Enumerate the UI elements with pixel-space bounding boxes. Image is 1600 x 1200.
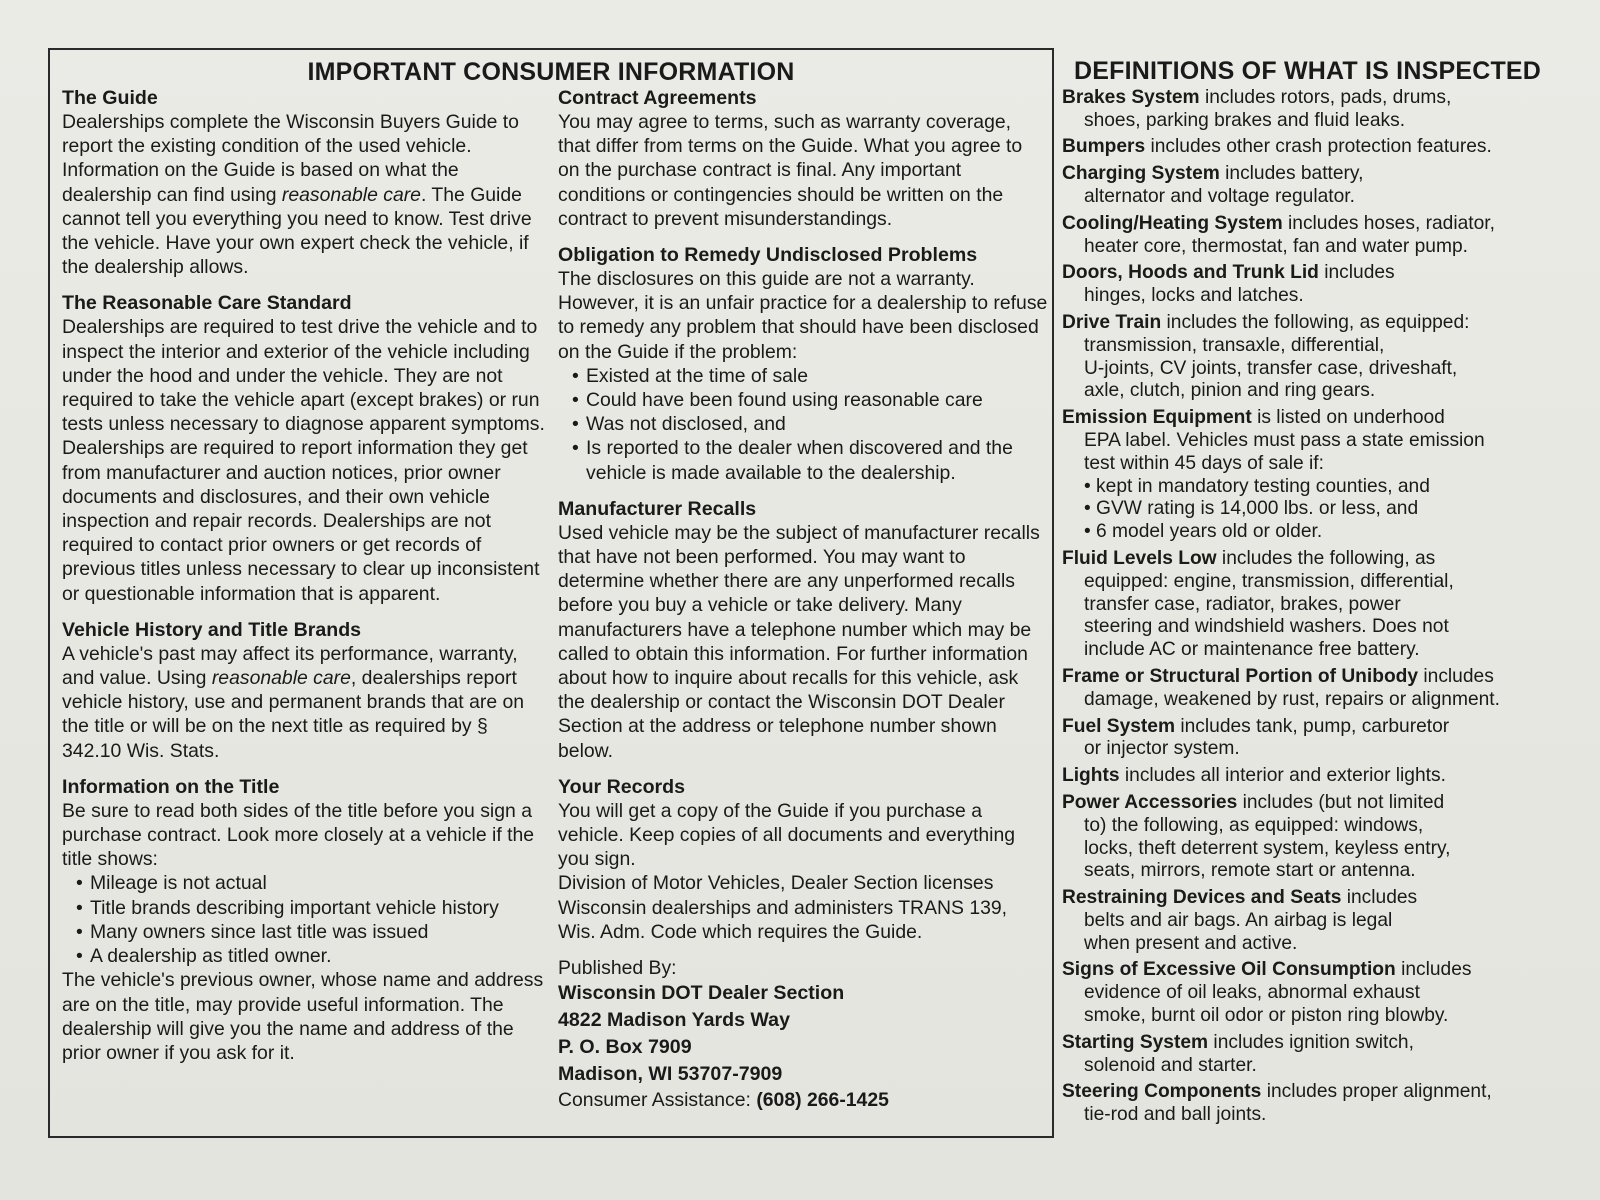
definition-term: Steering Components [1062,1081,1262,1103]
definition-item [1062,407,1582,544]
definition-continuation: solenoid and starter. [1084,1054,1257,1076]
definition-continuation: or injector system. [1084,738,1240,760]
list-item: • A dealership as titled owner. [76,944,552,968]
title-bullet-list [62,871,552,968]
definition-first-line [1062,716,1582,739]
definition-item [1062,262,1582,308]
section-reasonable-care [62,291,552,605]
definition-text: includes hoses, radiator, [1282,212,1495,234]
definition-term: Signs of Excessive Oil Consumption [1062,959,1396,981]
definition-item [1062,312,1582,403]
section-text: Dealerships are required to test drive the vehicle and to inspect the interior and exterior of the vehicle including under the hood and under the vehicle. They are not required to take the vehicle apart (except brakes) or run tests unless necessary to diagnose apparent symptoms. [62,316,545,436]
definition-first-line [1062,666,1582,689]
definition-continuation: smoke, burnt oil odor or piston ring blowby. [1084,1005,1449,1027]
definition-text: includes ignition switch, [1208,1031,1414,1053]
definition-text: includes [1341,887,1418,909]
definition-text: is listed on underhood [1251,407,1445,429]
section-heading: The Guide [62,87,158,109]
definition-text: includes [1418,665,1494,687]
definition-text: includes (but not limited [1237,791,1445,813]
section-manufacturer-recalls [558,497,1048,763]
definition-continuation: U-joints, CV joints, transfer case, driveshaft, [1084,357,1458,379]
definition-text: includes the following, as equipped: [1161,311,1470,333]
definition-first-line [1062,548,1582,571]
section-text: You will get a copy of the Guide if you purchase a vehicle. Keep copies of all documents and everything you sign. [558,799,1016,871]
definition-first-line [1062,887,1582,910]
section-contract-agreements [558,86,1048,231]
section-vehicle-history [62,618,552,763]
definition-item [1062,959,1582,1027]
section-your-records [558,775,1048,944]
consumer-information-box [48,48,1054,1138]
definition-item [1062,163,1582,209]
definition-first-line [1062,1081,1582,1104]
definition-text: includes proper alignment, [1261,1081,1492,1103]
definition-item [1062,1032,1582,1078]
section-heading: Contract Agreements [558,87,757,109]
definition-continuation: • GVW rating is 14,000 lbs. or less, and [1084,498,1419,520]
section-heading: Vehicle History and Title Brands [62,618,362,641]
definition-continuation: • kept in mandatory testing counties, and [1084,475,1430,497]
definition-item [1062,213,1582,259]
text-run: A vehicle's past may affect its performance, warranty, and value. Using [62,642,518,690]
definition-term: Bumpers [1062,136,1146,158]
published-by-block [558,956,1048,1112]
definitions-list [1062,87,1582,1127]
definition-first-line [1062,312,1582,335]
definition-item [1062,136,1582,159]
definition-term: Fuel System [1062,715,1176,737]
definition-text: includes other crash protection features. [1145,136,1492,158]
section-text: The disclosures on this guide are not a warranty. However, it is an unfair practice for a dealership to refuse to remedy any problem that should have been disclosed on the Guide if the problem: [558,268,1048,363]
list-item: • Could have been found using reasonable care [572,388,1048,412]
definition-term: Lights [1062,765,1120,787]
assistance-phone: (608) 266-1425 [756,1089,889,1112]
definition-text: includes [1318,262,1395,284]
section-obligation-remedy [558,243,1048,485]
section-heading: Information on the Title [62,775,280,798]
definition-item [1062,1081,1582,1127]
section-heading: The Reasonable Care Standard [62,292,352,315]
section-heading: Manufacturer Recalls [558,497,757,520]
list-item: • Existed at the time of sale [572,364,1048,388]
definition-continuation: seats, mirrors, remote start or antenna. [1084,860,1416,882]
section-heading: Your Records [558,775,686,798]
published-by-label: Published By: [558,957,677,980]
list-item: • Is reported to the dealer when discovered and the vehicle is made available to the dealership. [572,436,1048,484]
definition-continuation: equipped: engine, transmission, differential, [1084,570,1454,592]
definition-term: Brakes System [1062,86,1200,108]
definition-term: Drive Train [1062,311,1162,333]
definition-continuation: EPA label. Vehicles must pass a state emission [1084,429,1485,451]
definition-continuation: belts and air bags. An airbag is legal [1084,909,1393,931]
definition-first-line [1062,959,1582,982]
left-column [62,86,552,1077]
definition-continuation: test within 45 days of sale if: [1084,452,1324,474]
definition-item [1062,666,1582,712]
consumer-assistance [558,1088,1048,1112]
definition-continuation: locks, theft deterrent system, keyless entry, [1084,837,1451,859]
definition-text: includes all interior and exterior lights. [1119,765,1446,787]
publisher-city: Madison, WI 53707-7909 [558,1063,783,1086]
section-text: Division of Motor Vehicles, Dealer Section licenses Wisconsin dealerships and administers TRANS 139, Wis. Adm. Code which requires the Guide. [558,872,1008,943]
definitions-heading: DEFINITIONS OF WHAT IS INSPECTED [1074,57,1542,85]
publisher-name: Wisconsin DOT Dealer Section [558,982,845,1005]
section-text [62,642,552,763]
definitions-panel [1062,57,1582,1131]
definition-item [1062,765,1582,788]
section-text: Used vehicle may be the subject of manufacturer recalls that have not been performed. You may want to determine whether there are any unperformed recalls before you buy a vehicle or take delivery. Many manufacturers have a telephone number which may be called to obtain this information. For further information about how to inquire about recalls for this vehicle, ask the dealership or contact the Wisconsin DOT Dealer Section at the address or telephone number shown below. [558,521,1040,762]
definition-item [1062,716,1582,762]
problem-bullet-list [558,364,1048,485]
middle-column [558,86,1048,1125]
list-item: • Was not disclosed, and [572,412,1048,436]
section-the-guide [62,86,552,279]
definition-continuation: to) the following, as equipped: windows, [1084,814,1424,836]
list-item: • Title brands describing important vehicle history [76,896,552,920]
definition-first-line [1062,765,1582,788]
definition-continuation: tie-rod and ball joints. [1084,1104,1267,1126]
definition-term: Restraining Devices and Seats [1062,887,1342,909]
assistance-label: Consumer Assistance: [558,1089,757,1112]
definition-text: includes battery, [1219,163,1364,185]
definition-first-line [1062,163,1582,186]
definition-text: includes [1395,959,1472,981]
definition-continuation: transmission, transaxle, differential, [1084,334,1385,356]
definition-term: Frame or Structural Portion of Unibody [1062,665,1419,687]
box-title: IMPORTANT CONSUMER INFORMATION [307,58,795,86]
definition-first-line [1062,1032,1582,1055]
section-text: You may agree to terms, such as warranty coverage, that differ from terms on the Guide. What you agree to on the purchase contract is final. Any important conditions or contingencies should be written on the contract to prevent misunderstandings. [558,111,1023,230]
text-run: , dealerships report vehicle history, use and permanent brands that are on the title or will be on the next title as required by § 342.10 Wis. Stats. [62,667,525,762]
definition-term: Cooling/Heating System [1062,212,1283,234]
definition-continuation: steering and windshield washers. Does not [1084,616,1449,638]
publisher-street: 4822 Madison Yards Way [558,1009,790,1032]
definition-continuation: damage, weakened by rust, repairs or alignment. [1084,688,1500,710]
definition-continuation: heater core, thermostat, fan and water pump. [1084,235,1468,257]
definition-continuation: when present and active. [1084,932,1298,954]
definition-continuation: evidence of oil leaks, abnormal exhaust [1084,982,1420,1004]
definition-term: Charging System [1062,163,1220,185]
definition-text: includes rotors, pads, drums, [1199,86,1452,108]
definition-term: Fluid Levels Low [1062,547,1217,569]
definition-continuation: hinges, locks and latches. [1084,285,1304,307]
definition-item [1062,887,1582,955]
definition-text: includes tank, pump, carburetor [1175,715,1450,737]
list-item: • Many owners since last title was issued [76,920,552,944]
definition-first-line [1062,87,1582,110]
list-item: • Mileage is not actual [76,871,552,895]
definition-item [1062,792,1582,883]
section-text: The vehicle's previous owner, whose name and address are on the title, may provide useful information. The dealership will give you the name and address of the prior owner if you ask for it. [62,969,544,1064]
definition-continuation: axle, clutch, pinion and ring gears. [1084,380,1376,402]
section-text: Dealerships are required to report information they get from manufacturer and auction notices, prior owner documents and disclosures, and their own vehicle inspection and repair records. Dealerships are not required to contact prior owners or get records of previous titles unless necessary to clear up inconsistent or questionable information that is apparent. [62,437,540,605]
publisher-po-box: P. O. Box 7909 [558,1036,692,1059]
section-text: Be sure to read both sides of the title before you sign a purchase contract. Look more closely at a vehicle if the title shows: [62,799,535,871]
section-text [62,110,552,279]
section-heading: Obligation to Remedy Undisclosed Problems [558,244,978,267]
section-title-information [62,775,552,1065]
definition-term: Emission Equipment [1062,407,1252,429]
italic-text: reasonable care [281,183,421,206]
definition-item [1062,87,1582,133]
definition-continuation: shoes, parking brakes and fluid leaks. [1084,109,1406,131]
definition-term: Power Accessories [1062,791,1238,813]
definition-first-line [1062,792,1582,815]
definition-term: Starting System [1062,1031,1209,1053]
definition-first-line [1062,213,1582,236]
text-run: . The Guide cannot tell you everything you need to know. Test drive the vehicle. Have your own expert check the vehicle, if the dealership allows. [62,183,532,279]
definition-first-line [1062,136,1582,159]
definition-first-line [1062,407,1582,430]
definition-first-line [1062,262,1582,285]
definition-text: includes the following, as [1216,547,1436,569]
italic-text: reasonable care [211,667,351,690]
definition-continuation: include AC or maintenance free battery. [1084,639,1420,661]
definition-item [1062,548,1582,662]
text-run: Dealerships complete the Wisconsin Buyers Guide to report the existing condition of the used vehicle. Information on the Guide is based on what the dealership can find using [62,111,519,206]
definition-continuation: • 6 model years old or older. [1084,521,1323,543]
definition-continuation: transfer case, radiator, brakes, power [1084,593,1401,615]
definition-term: Doors, Hoods and Trunk Lid [1062,262,1319,284]
definition-continuation: alternator and voltage regulator. [1084,185,1355,207]
